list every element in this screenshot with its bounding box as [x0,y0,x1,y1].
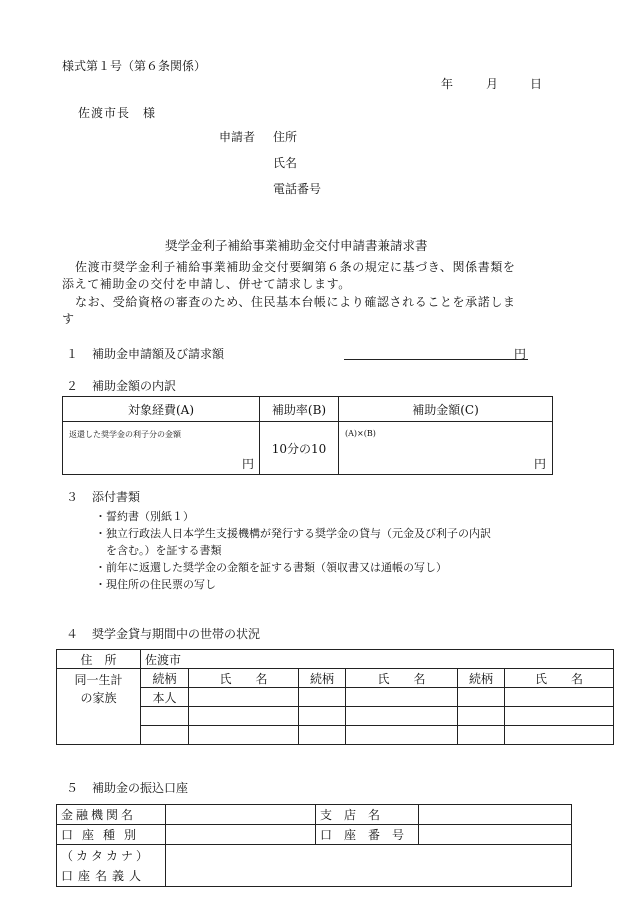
account-number-field[interactable] [419,825,572,845]
account-holder-name-label: 口座名義人 [61,868,147,883]
household-relation-cell[interactable] [299,726,346,745]
attachment-list [95,508,575,593]
attachment-item: ・前年に返還した奨学金の金額を証する書類（領収書又は通帳の写し） [95,561,447,574]
household-relation-cell[interactable] [141,707,189,726]
section-2-title: 補助金額の内訳 [92,379,177,393]
body-paragraph-1 [62,259,562,293]
address-label: 住所 [273,130,298,144]
paragraph-1-line-1: 佐渡市奨学金利子補給事業補助金交付要綱第６条の規定に基づき、関係書類を [75,260,516,274]
attachment-item: ・現住所の住民票の写し [95,578,216,591]
household-name-cell[interactable] [189,707,299,726]
target-expense-note: 返還した奨学金の利子分の金額 [69,430,181,439]
subsidy-breakdown-table [62,396,553,475]
header-subsidy-amount: 補助金額(C) [339,397,553,422]
relation-header-3: 続柄 [458,669,505,688]
section-5-number: ５ [66,781,79,795]
household-name-cell[interactable] [505,688,614,707]
household-relation-cell[interactable] [458,707,505,726]
attachment-item: を含む。）を証する書類 [95,544,222,557]
section-1-title: 補助金申請額及び請求額 [92,347,225,361]
section-3-title: 添付書類 [92,490,141,504]
name-header-2: 氏 名 [346,669,458,688]
household-name-cell[interactable] [346,707,458,726]
document-title: 奨学金利子補給事業補助金交付申請書兼請求書 [165,238,428,253]
relation-header-2: 続柄 [299,669,346,688]
attachment-item: ・独立行政法人日本学生支援機構が発行する奨学金の貸与（元金及び利子の内訳 [95,527,491,540]
name-header-3: 氏 名 [505,669,614,688]
paragraph-2-line-2: す [62,312,75,326]
request-amount-unit: 円 [514,347,527,361]
date-month-label: 月 [486,77,499,91]
addressee: 佐渡市長 様 [78,106,157,120]
bank-name-label: 金融機関名 [57,805,166,825]
paragraph-1-line-2: 添えて補助金の交付を申請し、併せて請求します。 [62,277,351,291]
header-target-expense: 対象経費(A) [63,397,260,422]
form-number: 様式第１号（第６条関係） [62,59,207,73]
household-name-cell[interactable] [346,726,458,745]
section-4-number: ４ [66,627,79,641]
household-name-cell[interactable] [346,688,458,707]
section-3-number: ３ [66,490,79,504]
target-expense-unit: 円 [241,457,254,471]
attachment-item: ・誓約書（別紙１） [95,510,194,523]
paragraph-2-line-1: なお、受給資格の審査のため、住民基本台帳により確認されることを承諾しま [75,295,516,309]
household-address-value[interactable]: 佐渡市 [141,650,614,669]
household-relation-cell[interactable] [299,707,346,726]
account-number-label: 口 座 番 号 [316,825,419,845]
bank-name-field[interactable] [166,805,316,825]
phone-label: 電話番号 [273,182,322,196]
household-name-cell[interactable] [189,726,299,745]
name-label: 氏名 [273,156,298,170]
account-holder-label [57,845,166,887]
request-amount-field[interactable] [344,343,528,360]
household-relation-cell[interactable] [458,688,505,707]
header-subsidy-rate: 補助率(B) [260,397,339,422]
household-relation-cell[interactable] [458,726,505,745]
name-header-1: 氏 名 [189,669,299,688]
household-address-label: 住 所 [57,650,141,669]
household-relation-cell[interactable] [141,726,189,745]
household-name-cell[interactable] [505,707,614,726]
body-paragraph-2 [62,294,562,328]
target-expense-cell[interactable] [63,422,260,475]
relation-header-1: 続柄 [141,669,189,688]
section-2-number: ２ [66,379,79,393]
section-4-title: 奨学金貸与期間中の世帯の状況 [92,627,261,641]
household-label-line-2: の家族 [80,691,117,705]
household-table [56,649,614,745]
account-holder-field[interactable] [166,845,572,887]
date-year-label: 年 [441,77,454,91]
account-type-label: 口座種別 [57,825,166,845]
applicant-label: 申請者 [219,130,256,144]
date-day-label: 日 [530,77,543,91]
section-5-title: 補助金の振込口座 [92,781,189,795]
subsidy-amount-cell[interactable] [339,422,553,475]
branch-name-label: 支 店 名 [316,805,419,825]
subsidy-rate-value: 10分の10 [260,422,339,475]
household-name-cell[interactable] [189,688,299,707]
bank-account-table [56,804,572,887]
household-label-line-1: 同一生計 [74,673,123,687]
section-1-number: １ [66,347,79,361]
account-holder-kana-label: （カタカナ） [61,848,152,863]
self-relation-cell: 本人 [141,688,189,707]
branch-name-field[interactable] [419,805,572,825]
household-name-cell[interactable] [505,726,614,745]
household-members-label [57,669,141,745]
household-relation-cell[interactable] [299,688,346,707]
subsidy-amount-unit: 円 [533,457,546,471]
account-type-field[interactable] [166,825,316,845]
subsidy-amount-formula: (A)×(B) [345,429,376,438]
